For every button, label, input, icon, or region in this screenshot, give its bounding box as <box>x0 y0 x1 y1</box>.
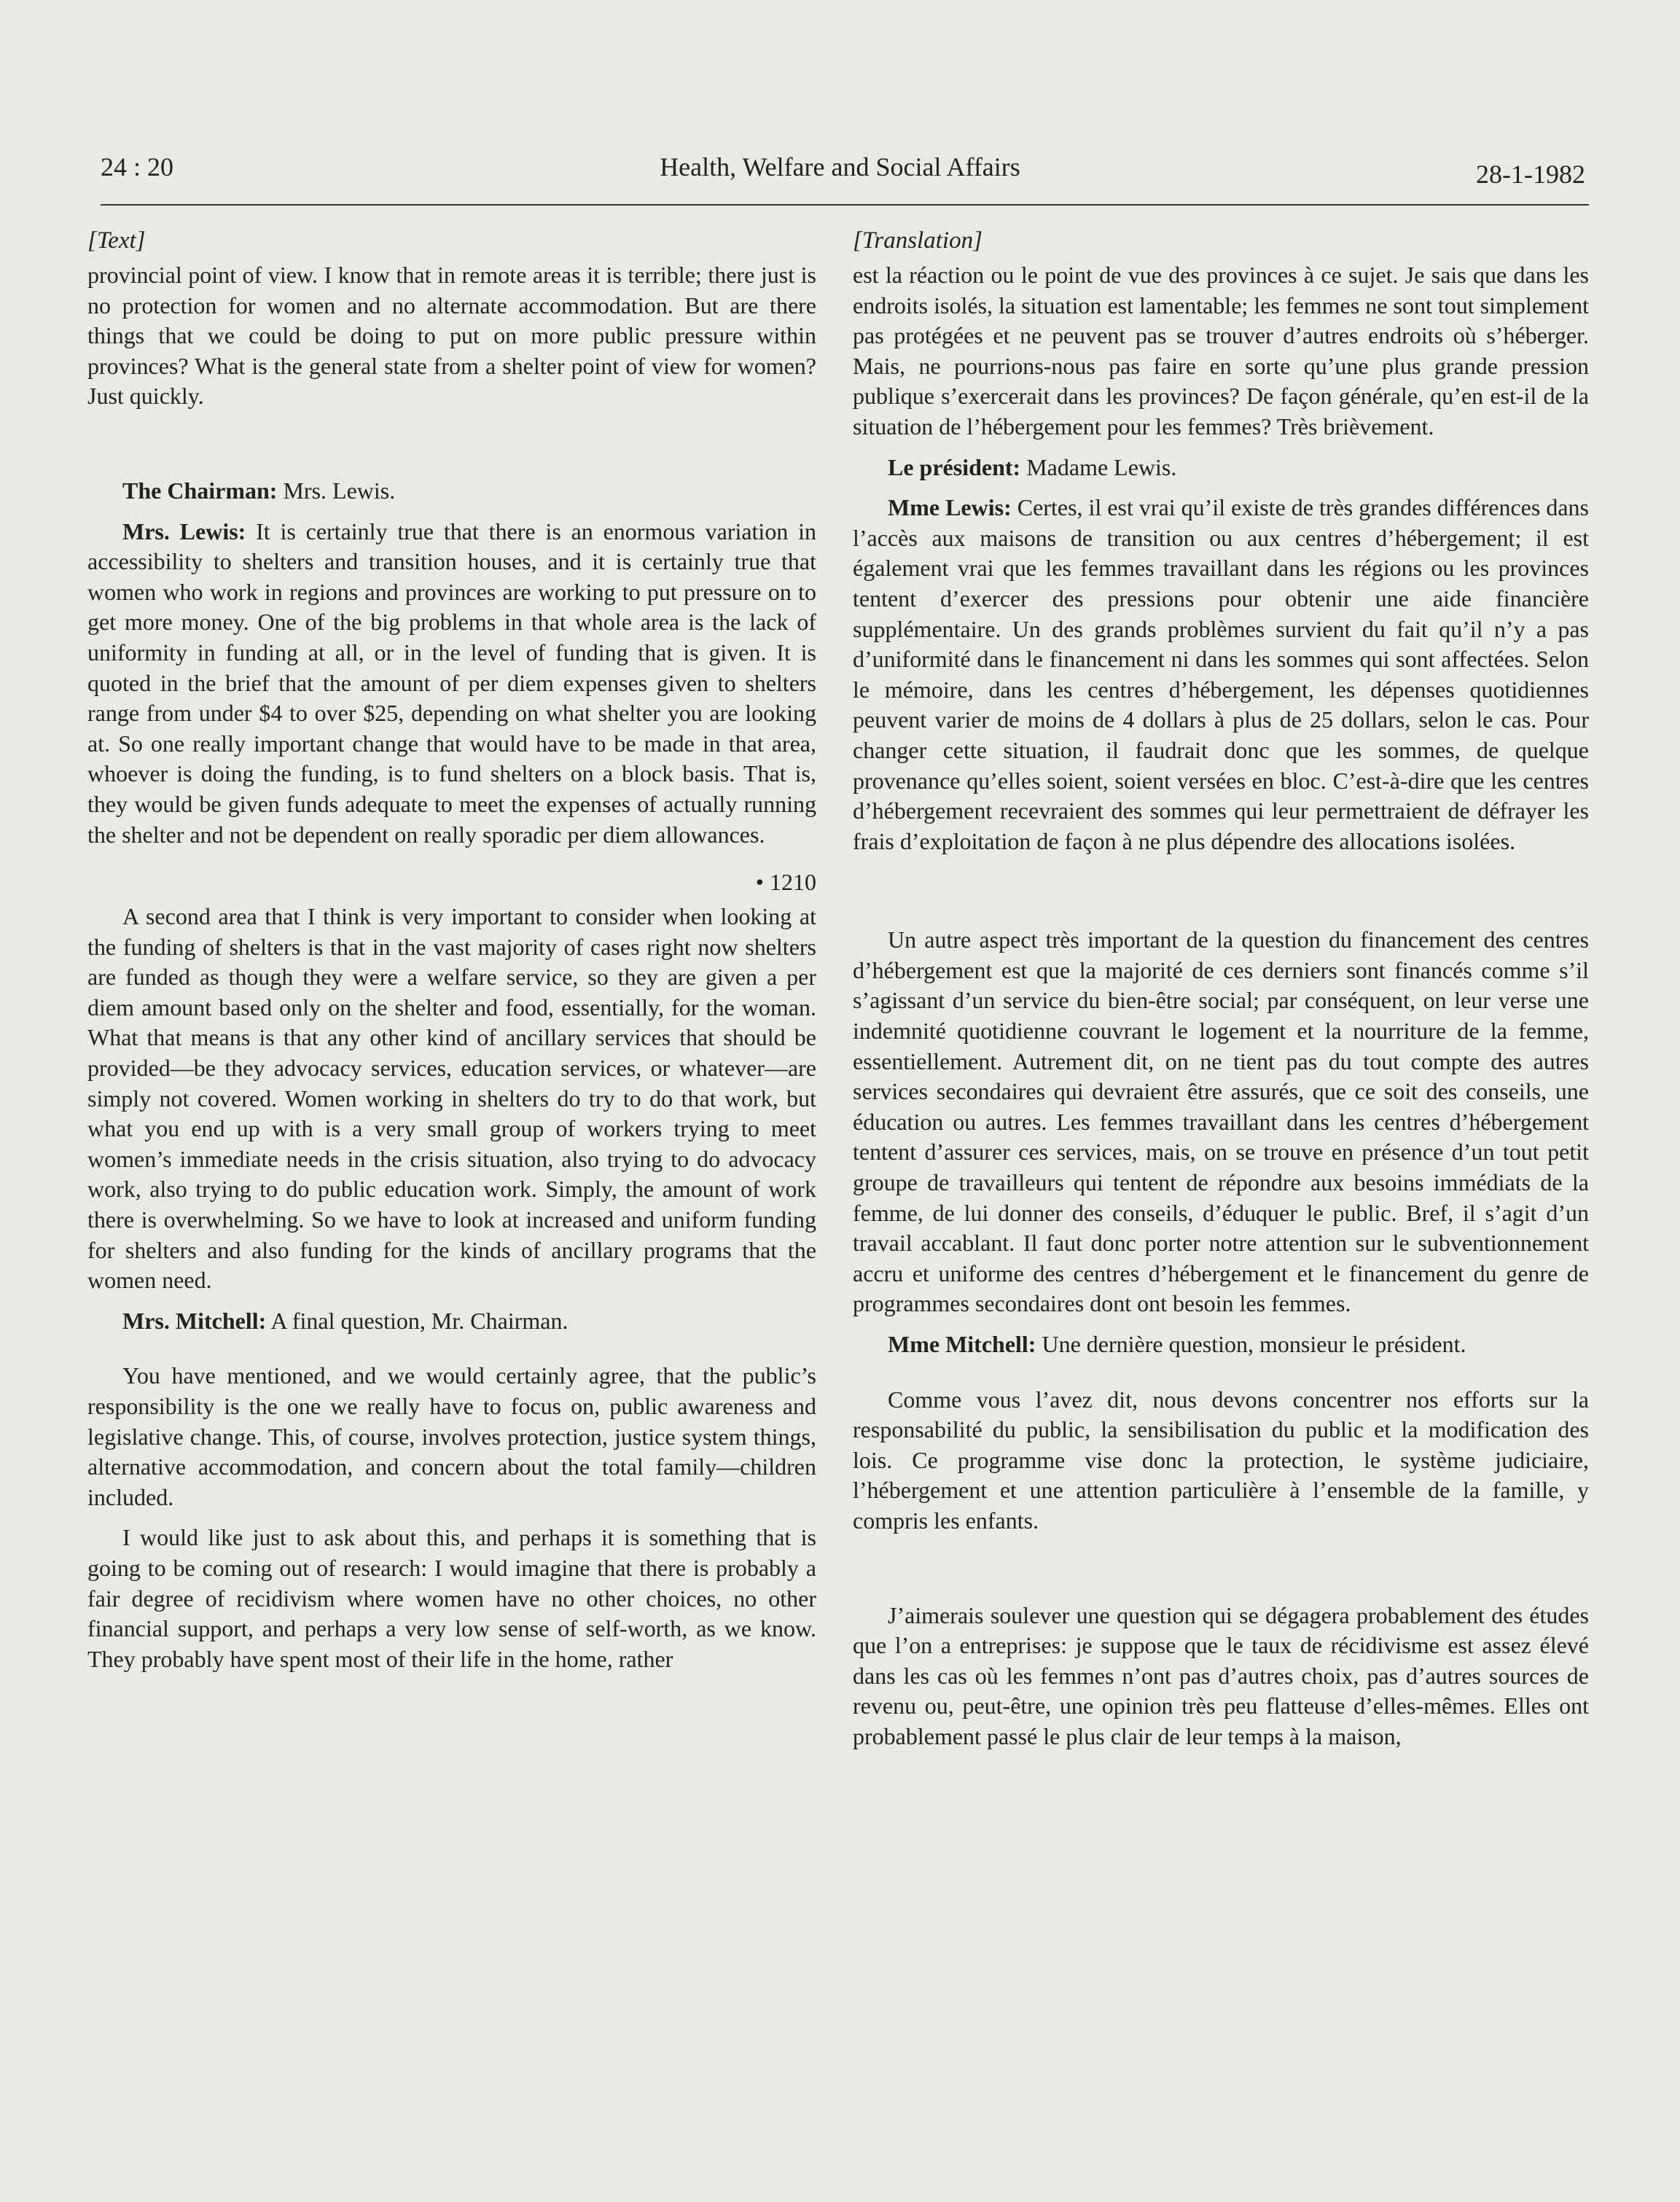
timestamp: • 1210 <box>755 869 816 896</box>
french-column <box>853 220 1589 1752</box>
paragraph: Un autre aspect très important de la question du financement des centres d’hébergement est que la majorité de ces derniers sont financés comme s’il s’agissant d’un service du bien-être social; par conséquent, on leur verse une indemnité quotidienne couvrant le logement et la nourriture de la femme, essentiellement. Autrement dit, on ne tient pas du tout compte des autres services secondaires qui devraient être assurés, que ce soit des conseils, une éducation ou autres. Les femmes travaillant dans les centres d’hébergement tentent d’assurer ces services, mais, on se trouve en présence d’un tout petit groupe de travailleurs qui tentent de répondre aux besoins immédiats de la femme, de lui donner des conseils, d’éduquer le public. Bref, il s’agit d’un travail accablant. Il faut donc porter notre attention sur le subventionnement accru et uniforme des centres d’hébergement et le financement du genre de programmes secondaires dont ont besoin les femmes. <box>853 926 1589 1317</box>
speech-text: Madame Lewis. <box>1020 453 1177 480</box>
english-column <box>87 220 816 1674</box>
header-rule <box>101 204 1589 206</box>
page-number: 24 : 20 <box>101 152 174 181</box>
speech-text: A final question, Mr. Chairman. <box>266 1307 569 1334</box>
speaker-name: Mrs. Mitchell: <box>122 1307 267 1334</box>
paragraph: provincial point of view. I know that in remote areas it is terrible; there just is no protection for women and no alternate accommodation. But are there things that we could be doing to put on more public pressure within provinces? What is the general state from a shelter point of view for women? Just quickly. <box>87 262 816 410</box>
paragraph <box>87 1306 816 1337</box>
paragraph <box>853 453 1589 483</box>
speech-text: It is certainly true that there is an enormous variation in accessibility to shelters and transition houses, and it is certainly true that women who work in regions and provinces are working to put pressure on to get more money. One of the big problems in that whole area is the lack of uniformity in funding at all, or in the level of funding that is given. It is quoted in the brief that the amount of per diem expenses given to shelters range from under $4 to over $25, depending on what shelter you are looking at. So one really important change that would have to be made in that area, whoever is doing the funding, is to fund shelters on a block basis. That is, they would be given funds adequate to meet the expenses of actually running the shelter and not be dependent on really sporadic per diem allowances. <box>87 518 817 848</box>
paragraph: Comme vous l’avez dit, nous devons concentrer nos efforts sur la responsabilité du public, la sensibilisation du public et la modification des lois. Ce programme vise donc la protection, le système judiciaire, l’hébergement et une attention particulière à l’ensemble de la famille, y compris les enfants. <box>853 1386 1589 1534</box>
speaker-name: Mrs. Lewis: <box>122 518 246 544</box>
speaker-name: Mme Mitchell: <box>888 1331 1036 1357</box>
paragraph <box>87 476 816 507</box>
paragraph <box>87 517 816 851</box>
blank-line <box>853 878 1589 900</box>
paragraph: You have mentioned, and we would certainly agree, that the public’s responsibility is the one we really have to focus on, public awareness and legislative change. This, of course, involves protection, justice system things, alternative accommodation, and concern about the total family—children included. <box>87 1362 816 1510</box>
paragraph <box>853 493 1589 856</box>
blank-line <box>853 856 1589 878</box>
paragraph: A second area that I think is very important to consider when looking at the funding of shelters is that in the vast majority of cases right now shelters are funded as though they were a welfare service, so they are given a per diem amount based only on the shelter and food, essentially, for the woman. What that means is that any other kind of ancillary services that should be provided—be they advocacy services, education services, or whatever—are simply not covered. Women working in shelters do try to do that work, but what you end up with is a very small group of workers trying to meet women’s immediate needs in the crisis situation, also trying to do advocacy work, also trying to do public education work. Simply, the amount of work there is overwhelming. So we have to look at increased and uniform funding for shelters and also funding for the kinds of ancillary programs that the women need. <box>87 903 816 1294</box>
paragraph <box>853 1330 1589 1360</box>
speech-text: Une dernière question, monsieur le président. <box>1036 1331 1466 1357</box>
speech-text: Mrs. Lewis. <box>277 477 396 504</box>
page-date: 28-1-1982 <box>1476 160 1585 189</box>
column-label: [Text] <box>87 227 146 254</box>
speaker-name: Mme Lewis: <box>888 494 1012 521</box>
speaker-name: Le président: <box>888 453 1021 480</box>
speech-text: Certes, il est vrai qu’il existe de très grandes différences dans l’accès aux maisons de transition ou aux centres d’hébergement; il est également vrai que les femmes travaillant dans les régions ou les provinces tentent d’exercer des pressions pour obtenir une aide financière supplémentaire. Un des grands problèmes survient du fait qu’il n’y a pas d’uniformité dans le financement ni dans les sommes qui sont affectées. Selon le mémoire, dans les centres d’hébergement, les dépenses quotidiennes peuvent varier de moins de 4 dollars à plus de 25 dollars, selon le cas. Pour changer cette situation, il faudrait donc que les sommes, de quelque provenance qu’elles soient, soient versées en bloc. C’est-à-dire que les centres d’hébergement recevraient des sommes qui leur permettraient de défrayer les frais d’exploitation de façon à ne plus dépendre des allocations isolées. <box>853 494 1590 854</box>
column-label: [Translation] <box>853 227 982 254</box>
paragraph: J’aimerais soulever une question qui se dégagera probablement des études que l’on a entreprises: je suppose que le taux de récidivisme est assez élevé dans les cas où les femmes n’ont pas d’autres choix, pas d’autres sources de revenu ou, peut-être, une opinion très peu flatteuse d’elles-mêmes. Elles ont probablement passé le plus clair de leur temps à la maison, <box>853 1601 1589 1749</box>
paragraph: I would like just to ask about this, and perhaps it is something that is going to be coming out of research: I would imagine that there is probably a fair degree of recidivism where women have no other choices, no other financial support, and perhaps a very low sense of self-worth, as we know. They probably have spent most of their life in the home, rather <box>87 1524 816 1672</box>
paragraph: est la réaction ou le point de vue des provinces à ce sujet. Je sais que dans les endroits isolés, la situation est lamentable; les femmes ne sont tout simplement pas protégées et ne peuvent pas se trouver d’autres endroits où s’héberger. Mais, ne pourrions-nous pas faire en sorte qu’une plus grande pression publique s’exercerait dans les provinces? De façon générale, qu’en est-il de la situation de l’hébergement pour les femmes? Très brièvement. <box>853 262 1589 440</box>
speaker-name: The Chairman: <box>122 477 278 504</box>
running-title: Health, Welfare and Social Affairs <box>660 152 1020 181</box>
